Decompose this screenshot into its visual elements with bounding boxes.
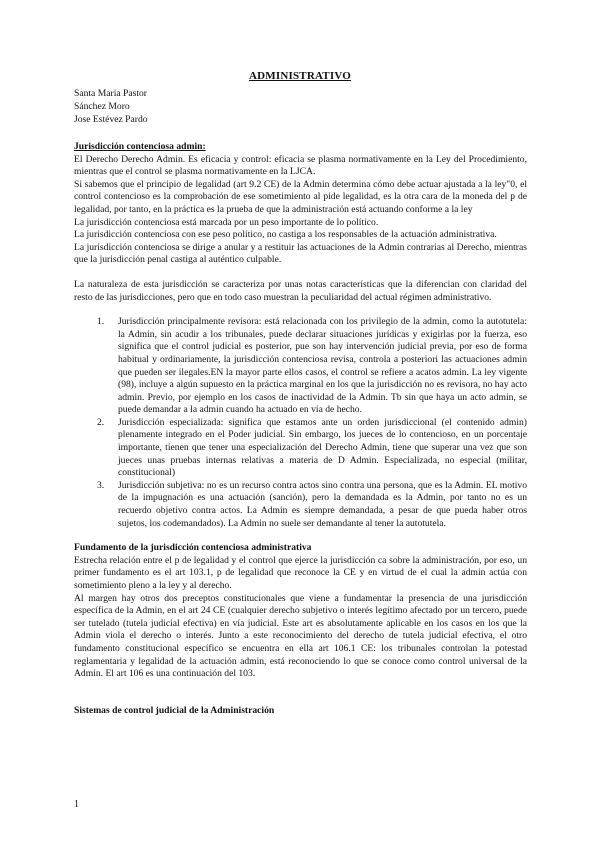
list-item xyxy=(97,480,527,530)
author-list xyxy=(74,88,148,126)
paragraph: El Derecho Derecho Admin. Es eficacia y control: eficacia se plasma normativamente en la Ley del Procedimiento, mientras que el control se plasma normativamente en la LJCA. xyxy=(74,153,527,178)
list-item-number: 3. xyxy=(97,479,105,491)
section-heading-sistemas: Sistemas de control judicial de la Administración xyxy=(74,704,275,716)
list-item-number: 1. xyxy=(97,316,105,328)
list-item xyxy=(97,316,527,417)
paragraph: La jurisdicción contenciosa está marcada por un peso importante de lo político. xyxy=(74,216,379,228)
section-heading-fundamento: Fundamento de la jurisdicción contenciosa administrativa xyxy=(74,542,312,554)
author-2: Sánchez Moro xyxy=(74,100,130,112)
paragraph: Al margen hay otros dos preceptos constitucionales que viene a fundamentar la presencia de una jurisdicción específica de la Admin, en el art 24 CE (cualquier derecho subjetivo o interés legítimo afectado por un tercero, puede ser tutelado (tutela judicial efectiva) en vía judicial. Este art es absolutamente aplicable en los casos en los que la Admin viola el derecho o interés. Junto a este reconocimiento del derecho de tutela judicial efectiva, el otro fundamento constitucional específico se encuentra en ella art 106.1 CE: los tribunales controlan la potestad reglamentaria y legalidad de la actuación admin, está reconociendo lo que se conoce como control universal de la Admin. El art 106 es una continuación del 103. xyxy=(74,592,527,680)
paragraph: Si sabemos que el principio de legalidad (art 9.2 CE) de la Admin determina cómo debe actuar ajustada a la ley"0, el control contencioso es la comprobación de ese sometimiento al pide legalidad, es la otra cara de la moneda del p de legalidad, por tanto, en la práctica es la prueba de que la administración está actuando conforme a la ley xyxy=(74,178,527,215)
author-3: Jose Estévez Pardo xyxy=(74,113,148,125)
paragraph-intro: La naturaleza de esta jurisdicción se caracteriza por unas notas características que la diferencian con claridad del resto de las jurisdicciones, pero que en todo caso muestran la peculiaridad del actual régimen administrativo. xyxy=(74,278,527,303)
list-item-text: Jurisdicción especializada: significa que estamos ante un orden jurisdiccional (el contenido admin) plenamente integrado en el Poder judicial. Sin embargo, los jueces de lo contencioso, en un porcentaje importante, tienen que tener una especialización del Derecho Admin, tiene que superar una vez que son jueces unas pruebas internas relativas a materia de D Admin. Especializada, no especial (militar, constitucional) xyxy=(118,416,527,479)
section-heading-jurisdiccion: Jurisdicción contenciosa admin: xyxy=(74,141,206,152)
list-item-text: Jurisdicción subjetiva: no es un recurso contra actos sino contra una persona, que es la Admin. EL motivo de la impugnación es una actuación (sanción), pero la demandada es la Admin, por tanto no es un recuerdo objetivo contra actos. La Admin es siempre demandada, a pesar de que pueda haber otros sujetos, los codemandados). La Admin no suele ser demandante al tener la autotutela. xyxy=(118,479,527,529)
list-item-text: Jurisdicción principalmente revisora: está relacionada con los privilegio de la admin, como la autotutela: la Admin, sin acudir a los tribunales, puede declarar situaciones jurídicas y exigirlas por la fuerza, eso significa que el control judicial es posterior, pue son hay intervención judicial previa, por eso de forma habitual y ordinariamente, la jurisdicción contenciosa revisa, controla a posteriori las actuaciones admin que pueden ser ilegales.EN la mayor parte ellos casos, el control se refiere a acatos admin. La ley vigente (98), incluye a algún supuesto en la práctica marginal en los que la jurisdicción no es revisora, no hay acto admin. Previo, por ejemplo en los casos de inactividad de la Admin. Tb sin que haya un acto admin, se puede demandar a la admin cuando ha actuado en vía de hecho. xyxy=(118,316,527,416)
document-title: ADMINISTRATIVO xyxy=(249,70,351,82)
paragraph: La jurisdicción contenciosa con ese peso político, no castiga a los responsables de la actuación administrativa. xyxy=(74,229,497,241)
author-1: Santa Maria Pastor xyxy=(74,88,148,99)
characteristics-list xyxy=(74,316,527,530)
document-body xyxy=(74,141,527,717)
list-item-number: 2. xyxy=(97,416,105,428)
list-item xyxy=(97,417,527,480)
paragraph: Estrecha relación entre el p de legalidad y el control que ejerce la jurisdicción ca sobre la administración, por eso, un primer fundamento es el art 103.1, p de legalidad que reconoce la CE y en virtud de el cual la admin actúa con sometimiento pleno a la ley y al derecho. xyxy=(74,554,527,591)
paragraph: La jurisdicción contenciosa se dirige a anular y a restituir las actuaciones de la Admin contrarias al Derecho, mientras que la jurisdicción penal castiga al auténtico culpable. xyxy=(74,241,527,266)
page-number: 1 xyxy=(74,799,79,810)
